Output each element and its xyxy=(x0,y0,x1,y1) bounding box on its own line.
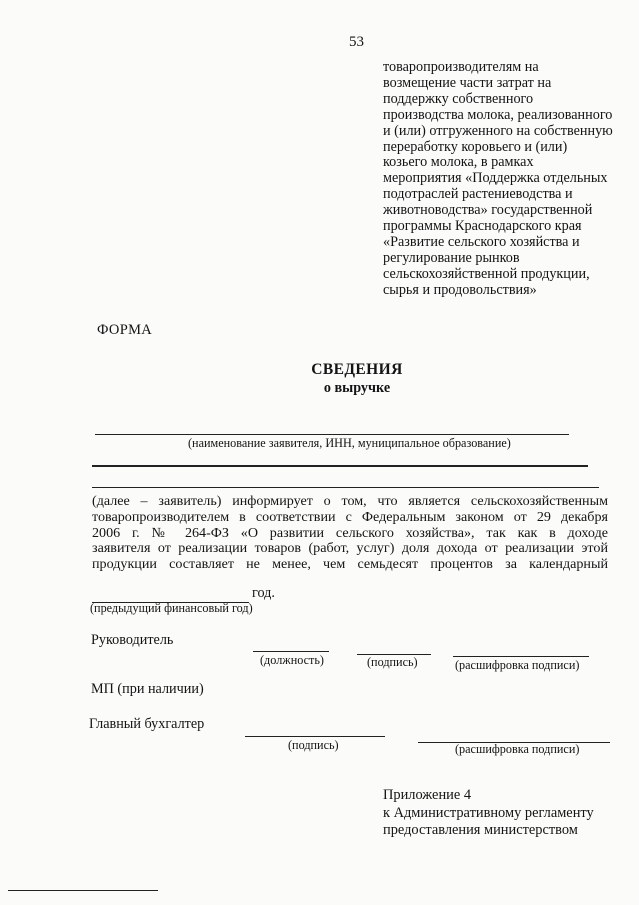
reference-line: возмещение части затрат на xyxy=(383,75,552,91)
reference-line: поддержку собственного xyxy=(383,91,534,107)
reference-line: переработку коровьего и (или) xyxy=(383,139,568,155)
applicant-line-3[interactable] xyxy=(92,487,599,488)
reference-line: «Развитие сельского хозяйства и xyxy=(383,234,580,250)
paragraph-line: заявителя от реализации товаров (работ, услуг) доля дохода от реализации этой xyxy=(92,540,608,557)
reference-line: товаропроизводителям на xyxy=(383,60,539,75)
year-suffix: год. xyxy=(252,585,275,601)
reference-line: и (или) отгруженного на собственную xyxy=(383,123,613,139)
decoding-fill-line[interactable] xyxy=(453,656,589,657)
reference-line: подотраслей растениеводства и xyxy=(383,187,573,203)
signature-caption: (подпись) xyxy=(367,655,418,669)
applicant-line-2[interactable] xyxy=(92,465,588,467)
reference-line: регулирование рынков xyxy=(383,250,520,266)
footnote-separator xyxy=(8,890,158,891)
document-title: СВЕДЕНИЯ xyxy=(311,361,403,378)
paragraph-line: 2006 г. № 264-ФЗ «О развитии сельского хозяйства», так как в доходе xyxy=(92,524,608,541)
position-caption: (должность) xyxy=(260,653,324,667)
reference-line: мероприятия «Поддержка отдельных xyxy=(383,171,608,187)
reference-line: козьего молока, в рамках xyxy=(383,155,534,171)
paragraph-line: продукции составляет не менее, чем семьдесят процентов за календарный xyxy=(92,556,608,573)
accountant-decoding-caption: (расшифровка подписи) xyxy=(455,742,580,756)
annex-line: предоставления министерством xyxy=(383,822,578,838)
position-fill-line[interactable] xyxy=(253,651,329,652)
head-label: Руководитель xyxy=(91,632,174,648)
applicant-caption: (наименование заявителя, ИНН, муниципальное образование) xyxy=(188,436,511,450)
accountant-label: Главный бухгалтер xyxy=(89,716,205,732)
applicant-name-line[interactable] xyxy=(95,434,569,435)
paragraph-line: (далее – заявитель) информирует о том, что является сельскохозяйственным xyxy=(92,493,608,509)
paragraph-line: товаропроизводителем в соответствии с Федеральным законом от 29 декабря xyxy=(92,508,608,525)
header-reference-block xyxy=(383,60,639,299)
annex-block xyxy=(383,787,594,840)
accountant-signature-fill-line[interactable] xyxy=(245,736,385,737)
decoding-caption: (расшифровка подписи) xyxy=(455,658,580,672)
document-subtitle: о выручке xyxy=(323,380,391,396)
form-label: ФОРМА xyxy=(97,322,153,338)
declaration-paragraph xyxy=(92,494,608,573)
stamp-label: МП (при наличии) xyxy=(91,681,204,697)
annex-line: к Административному регламенту xyxy=(383,804,594,821)
reference-line: сельскохозяйственной продукции, xyxy=(383,266,590,282)
reference-line: производства молока, реализованного xyxy=(383,107,613,123)
reference-line: сырья и продовольствия» xyxy=(383,282,537,298)
annex-line: Приложение 4 xyxy=(383,787,472,803)
year-caption: (предыдущий финансовый год) xyxy=(90,601,253,615)
accountant-signature-caption: (подпись) xyxy=(288,738,339,752)
reference-line: животноводства» государственной xyxy=(383,203,593,219)
reference-line: программы Краснодарского края xyxy=(383,219,582,235)
page-number: 53 xyxy=(349,34,364,50)
